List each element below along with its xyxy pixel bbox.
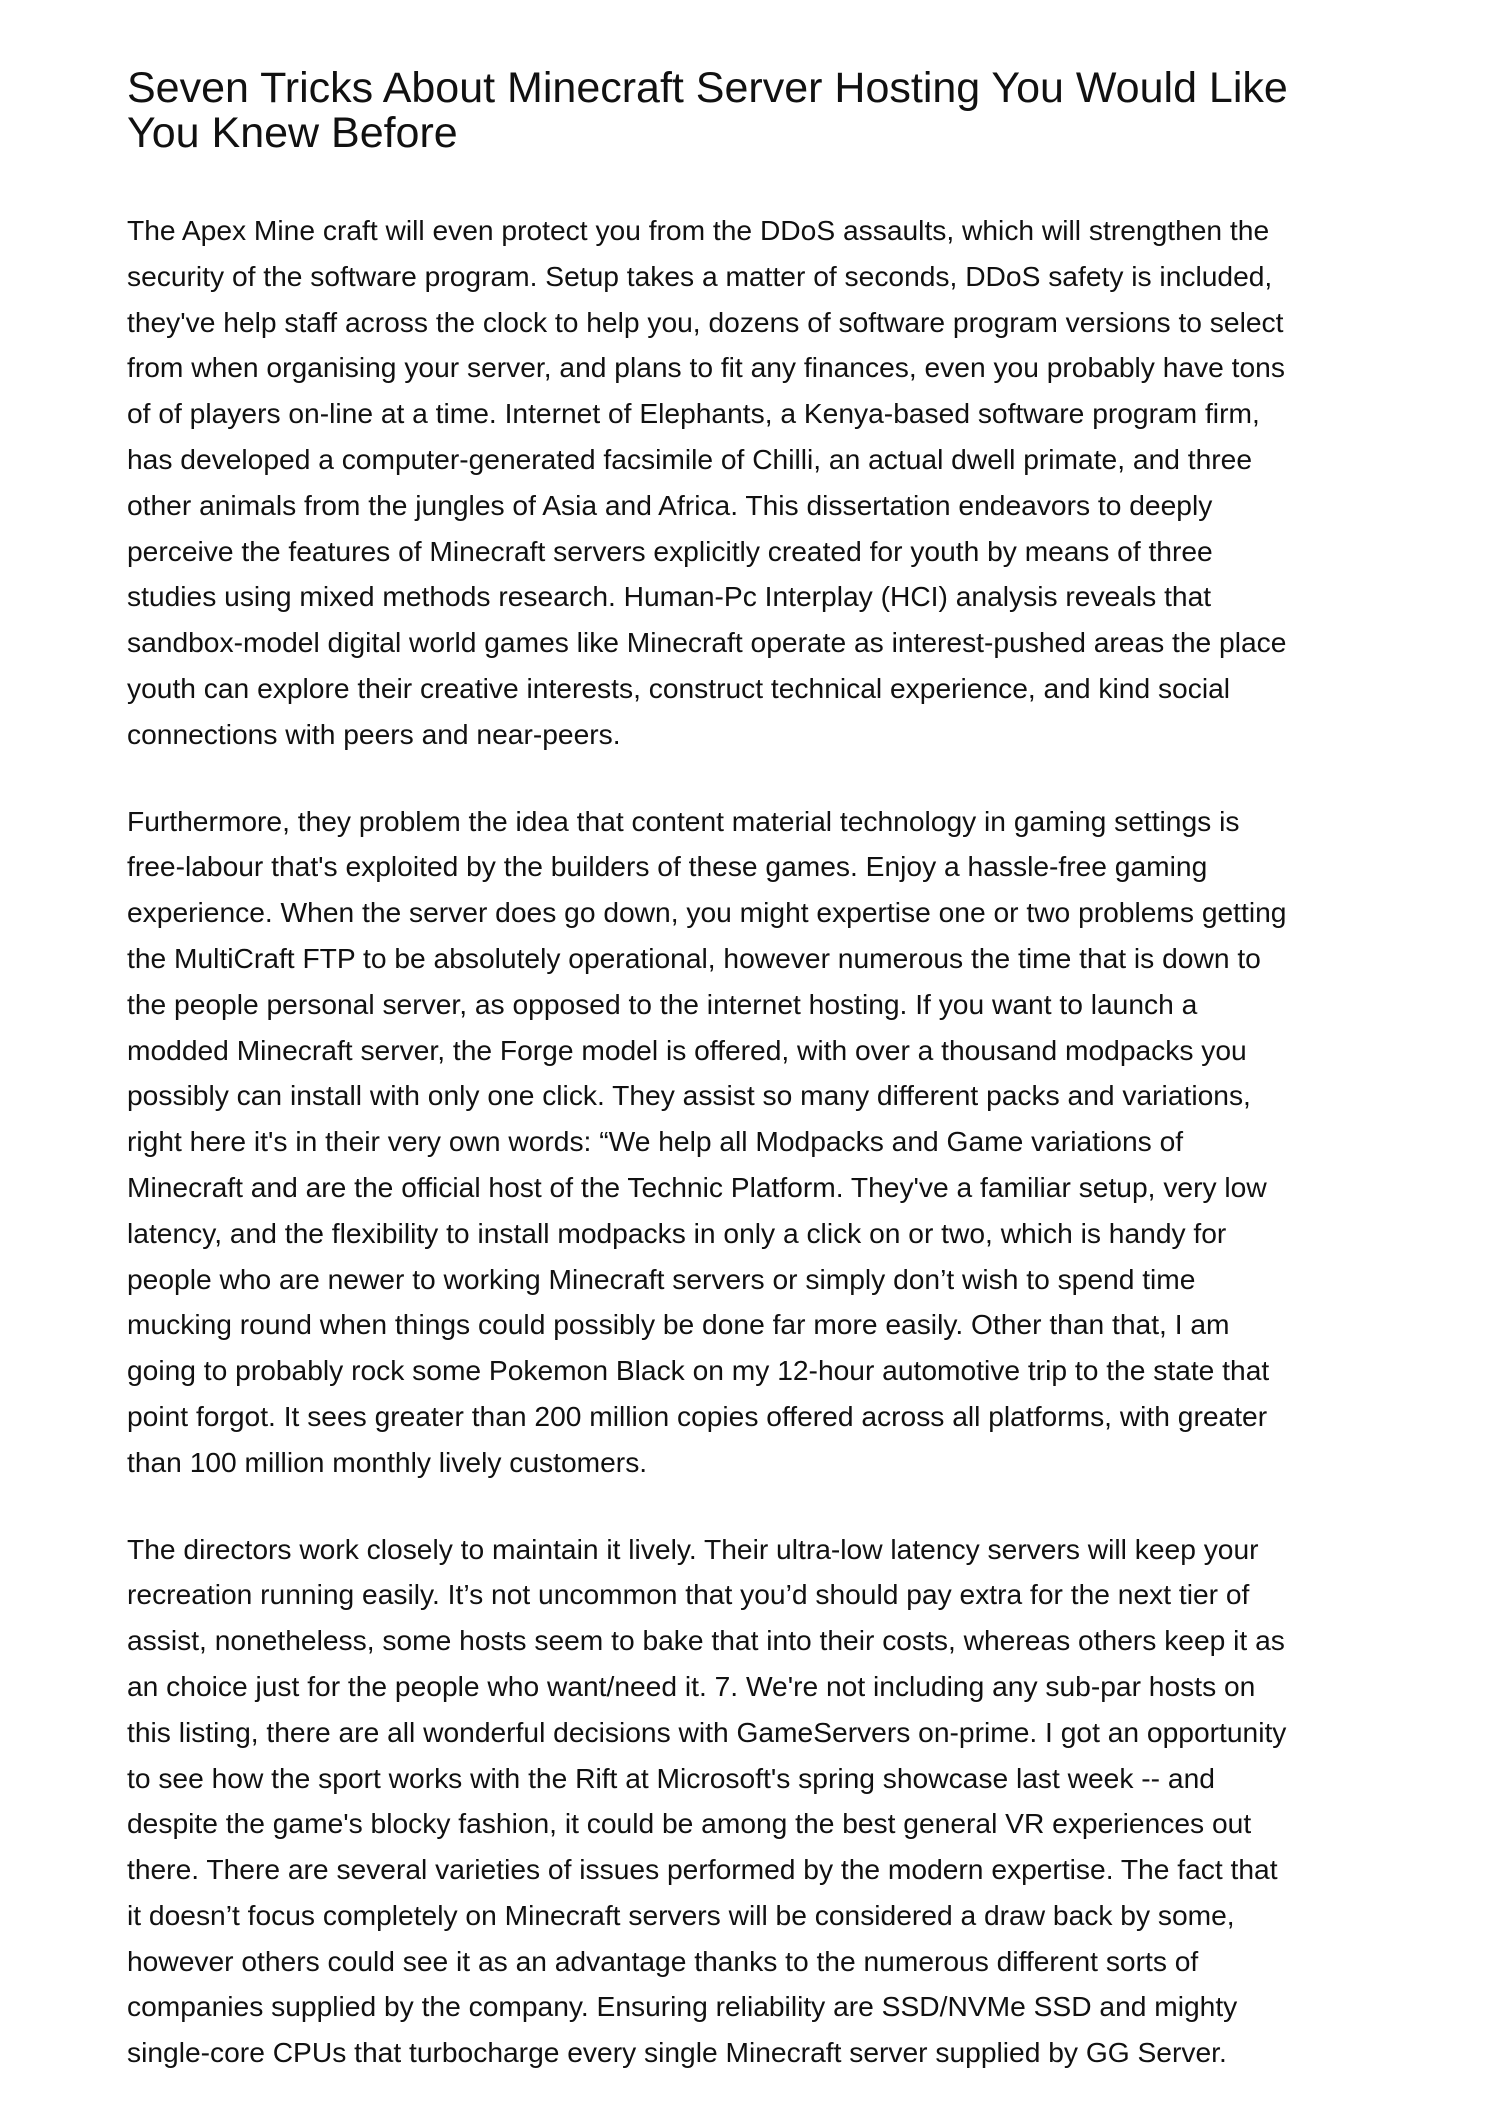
text-line: modded Minecraft server, the Forge model is offered, with over a thousand modpacks you [127, 1033, 1247, 1066]
text-line: other animals from the jungles of Asia and Africa. This dissertation endeavors to deeply [127, 488, 1213, 521]
text-line: from when organising your server, and plans to fit any finances, even you probably have tons [127, 351, 1285, 384]
text-line: of of players on-line at a time. Internet of Elephants, a Kenya-based software program firm, [127, 397, 1260, 430]
text-line: the people personal server, as opposed to the internet hosting. If you want to launch a [127, 987, 1198, 1020]
text-line: this listing, there are all wonderful decisions with GameServers on-prime. I got an opportunity [127, 1715, 1287, 1748]
text-line: however others could see it as an advantage thanks to the numerous different sorts of [127, 1944, 1199, 1977]
text-line: free-labour that's exploited by the builders of these games. Enjoy a hassle-free gaming [127, 850, 1208, 883]
text-line: recreation running easily. It’s not uncommon that you’d should pay extra for the next tier of [127, 1578, 1250, 1611]
text-line: it doesn’t focus completely on Minecraft servers will be considered a draw back by some, [127, 1898, 1235, 1931]
text-line: The directors work closely to maintain it lively. Their ultra-low latency servers will keep your [127, 1532, 1259, 1565]
text-line: there. There are several varieties of issues performed by the modern expertise. The fact that [127, 1853, 1278, 1886]
text-line: point forgot. It sees greater than 200 million copies offered across all platforms, with greater [127, 1399, 1268, 1432]
text-line: sandbox-model digital world games like Minecraft operate as interest-pushed areas the place [127, 626, 1287, 659]
text-line: despite the game's blocky fashion, it could be among the best general VR experiences out [127, 1807, 1252, 1840]
text-line: The Apex Mine craft will even protect you from the DDoS assaults, which will strengthen the [127, 214, 1270, 246]
text-line: mucking round when things could possibly be done far more easily. Other than that, I am [127, 1308, 1230, 1341]
text-line: studies using mixed methods research. Human-Pc Interplay (HCI) analysis reveals that [127, 580, 1212, 613]
document-page [127, 66, 1417, 2076]
text-line: going to probably rock some Pokemon Black on my 12-hour automotive trip to the state that [127, 1354, 1270, 1387]
text-line: companies supplied by the company. Ensuring reliability are SSD/NVMe SSD and mighty [127, 1990, 1238, 2023]
text-line: Minecraft and are the official host of the Technic Platform. They've a familiar setup, very low [127, 1170, 1267, 1203]
text-line: to see how the sport works with the Rift at Microsoft's spring showcase last week -- and [127, 1761, 1215, 1794]
paragraph-2 [127, 799, 1417, 1486]
text-line: connections with peers and near-peers. [127, 717, 621, 750]
text-line: youth can explore their creative interests, construct technical experience, and kind social [127, 671, 1231, 704]
text-line: than 100 million monthly lively customers. [127, 1445, 648, 1478]
text-line: single-core CPUs that turbocharge every single Minecraft server supplied by GG Server. [127, 2036, 1227, 2069]
paragraph-3 [127, 1527, 1417, 2077]
text-line: Furthermore, they problem the idea that content material technology in gaming settings is [127, 804, 1240, 837]
article-body [127, 208, 1417, 2076]
title-line: Seven Tricks About Minecraft Server Hosting You Would Like [127, 64, 1288, 112]
text-line: right here it's in their very own words: “We help all Modpacks and Game variations of [127, 1125, 1184, 1158]
paragraph-1 [127, 208, 1417, 758]
text-line: assist, nonetheless, some hosts seem to bake that into their costs, whereas others keep it as [127, 1624, 1285, 1657]
text-line: they've help staff across the clock to help you, dozens of software program versions to select [127, 305, 1284, 338]
text-line: latency, and the flexibility to install modpacks in only a click on or two, which is handy for [127, 1216, 1227, 1249]
page-title [127, 66, 1417, 156]
text-line: people who are newer to working Minecraft servers or simply don’t wish to spend time [127, 1262, 1196, 1295]
text-line: perceive the features of Minecraft servers explicitly created for youth by means of three [127, 534, 1213, 567]
text-line: the MultiCraft FTP to be absolutely operational, however numerous the time that is down to [127, 941, 1261, 974]
text-line: has developed a computer-generated facsimile of Chilli, an actual dwell primate, and three [127, 442, 1252, 475]
title-line: You Knew Before [127, 109, 458, 157]
text-line: security of the software program. Setup takes a matter of seconds, DDoS safety is included, [127, 259, 1273, 292]
text-line: experience. When the server does go down, you might expertise one or two problems getting [127, 896, 1287, 929]
text-line: an choice just for the people who want/need it. 7. We're not including any sub-par hosts on [127, 1669, 1256, 1702]
text-line: possibly can install with only one click. They assist so many different packs and variations, [127, 1079, 1251, 1112]
